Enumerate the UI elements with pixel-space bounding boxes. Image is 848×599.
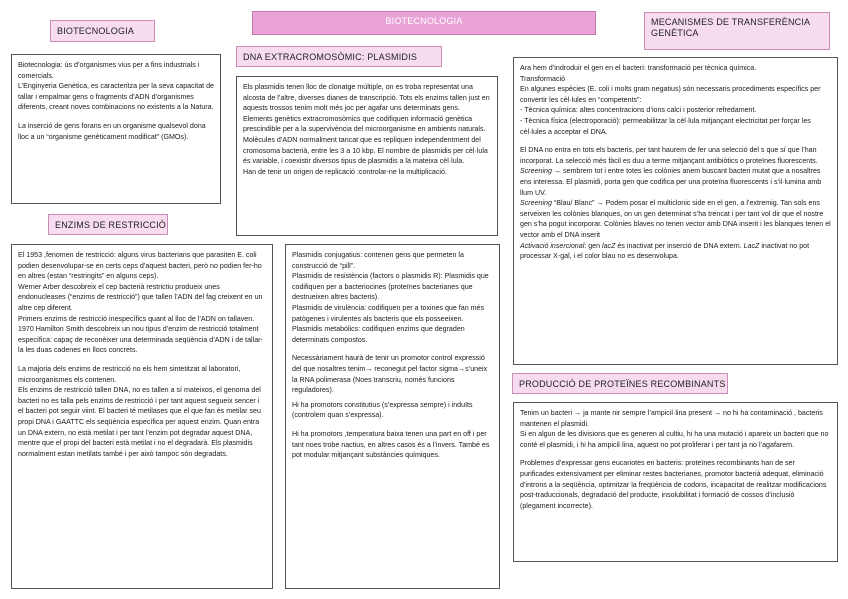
main-title: BIOTECNOLOGIA (252, 11, 596, 35)
produccio-title: PRODUCCIÓ DE PROTEÏNES RECOMBINANTS (512, 373, 728, 394)
mecanismes-title-text: MECANISMES DE TRANSFERÈNCIA GENÈTICA (651, 17, 810, 38)
ptypes-p7: Hi ha promotors ,temperatura baixa tenen una part en off i per tant noes trobe nactius, en altres casos és a l’invers. També es pot modular mitjançant substàncies químiques. (292, 429, 490, 460)
plasmidis-p2: Elements genètics extracromosòmics que codifiquen informació genètica prescindible per a la supervivència del microorganisme en ambients naturals. Molècules d’ADN normalment tancat que es repliquen independentment del cromosoma bacterià, entre les 3 a 10 kbp. El nombre de plasmidis per cèl·lula és variable, i coexistir diversos tipus de plasmidis a la mateixa cèl·lula. (243, 114, 488, 166)
mec-screening2 (520, 198, 831, 240)
enzims-title: ENZIMS DE RESTRICCIÓ (48, 214, 168, 235)
produccio-box (513, 402, 838, 562)
ptypes-p5: Necessàriament haurà de tenir un promotor control expressió del que nosaltres tenim→ reconegut pel factor sigma→s’uneix la RNA polimerasa (Noes transcriu, només funcions reguladores). (292, 354, 488, 395)
ptypes-p4: Plasmidis metabòlics: codifiquen enzims que degraden determinats compostos. (292, 325, 465, 344)
mec-p2: El DNA no entra en tots els bacteris, per tant haurem de fer una selecció del s que sí que l’han incorporat. La selecció més fàcil es duu a terme mitjançant antibiòtics o proteïnes fluorescents. (520, 146, 818, 165)
ptypes-p6: Hi ha promotors constitutius (s’expressa sempre) i induïts (controlem quan s’expressa). (292, 400, 473, 420)
mec-l5: - Tècnica física (electroporació): permeabilitzar la cèl·lula mitjançant electricitat per forçar les cèl·lules a acceptar el DNA. (520, 116, 811, 136)
biotecnologia-title: BIOTECNOLOGIA (50, 20, 155, 42)
plasmid-types-box (285, 244, 500, 589)
mecanismes-title (644, 12, 830, 50)
biotecnologia-box (11, 54, 221, 204)
activacio-text3: inactivat no pot processar X-gal, i el color blau no es desenvolupa. (520, 241, 810, 261)
prod-p3: Problemes d’expressar gens eucariotes en bacteris: proteïnes recombinants han de ser purificades extensivament per eliminar restes bacterianes, promotor bacterià adequat, eliminació d’introns a la seqüència, optimitzar la freqüència de codons, incapacitat de realitzar modificacions post-traduccionals, degradació del producte, insolubilitat i formació de cossos d’inclusió (plegament incorrecte). (520, 459, 827, 510)
plasmidis-box (236, 76, 498, 236)
mec-l3: En algunes espècies (E. coli i molts gram negatius) són necessaris procediments específics per convertir les cèl·lules en “competents”: (520, 85, 821, 104)
mec-l4: - Tècnica química: altes concentracions d’ions calci i posterior refredament. (520, 106, 757, 115)
enzims-p5: Els enzims de restricció tallen DNA, no es tallen a sí mateixos, el genoma del bacteri no es talla pels enzims de restricció i per tant aquest segueix sencer i el bacteri pot seguir viint. El bacteri té metilases que el que fan és metilar seu propi DNA i GAATTC els seqüència específica per aquest enzim. Quan entra un DNA extern, no està metilat i per tant l’enzim pot degradar aquest DNA, mentre que el propi del bacteri està metilat i no el degradarà. Els plasmidis normalment estan metilats també i per això tampoc són degradats. (18, 386, 261, 458)
lacz-gene-2: LacZ (743, 241, 760, 250)
mecanismes-box (513, 57, 838, 365)
ptypes-p2: Plasmidis de resistència (factors o plasmidis R): Plasmidis que codifiquen per a bacteriocines (proteïnes bacterianes que destrueixen altres bacteris). (292, 272, 489, 302)
enzims-p2: Werner Arber descobreix el cep bacterià restrictiu produeix unes endonucleases (“enzims de restricció”) que tallen l’ADN del fag creixent en un altre cep diferent. (18, 282, 263, 312)
mec-l1: Ara hem d’indroduir el gen en el bacteri: transformació per tècnica química. (520, 64, 757, 72)
mec-activacio (520, 241, 831, 262)
biotec-p2: L’Enginyeria Genètica, es caracteritza per la seva capacitat de tallar i empalmar gens o fragments d’ADN d’organismes diferents, creant noves combinacions no existents a la Natura. (18, 82, 214, 112)
activacio-text2: és inactivat per inserció de DNA extern. (615, 241, 744, 250)
ptypes-p3: Plasmidis de virulència: codifiquen per a toxines que fan més patògenes i virulentes als bacteris que els posseeixen. (292, 303, 485, 323)
activacio-text1: : gen (584, 241, 603, 250)
ptypes-p1: Plasmidis conjugatius: contenen gens que permeten la construcció de “pill”. (292, 251, 464, 270)
lacz-gene-1: lacZ (602, 241, 616, 250)
enzims-p4: La majoria dels enzims de restricció no els hem sintetitzat al laboratori, microorganismes els contenen. (18, 364, 241, 384)
screening1-label: Screening (520, 167, 552, 176)
mec-screening1 (520, 166, 831, 198)
enzims-box (11, 244, 273, 589)
prod-p1: Tenim un bacteri → ja mante nir sempre l’ampicil·lina present → no hi ha contaminació , bacteris mantenen el plasmidi. (520, 409, 823, 428)
activacio-label: Activació insercional (520, 241, 585, 250)
screening1-text: → sembrem tot i entre totes les colònies anem buscant bacteri mutat que a nosaltres ens interessa. El plasmidi, porta gen que codifica per una proteïna fluorescents i s’il·lumina amb llum UV. (520, 167, 822, 197)
screening2-label: Screening (520, 199, 552, 208)
prod-p2: Si en algun de les divisions que es generen al cultiu, hi ha una mutació i apareix un bacteri que no conté el plasmidi, i hi ha ampicil·lina, aquest no pot proliferar i per tant ja no l’agafarem. (520, 430, 829, 449)
enzims-p3: Primers enzims de restricció inespecífics quant al lloc de l’ADN on tallaven. 1970 Hamilton Smith descobreix un nou tipus d’enzim de restricció totalment específica: capaç de reconèixer una determinada seqüència d’ADN i de tallar-la les duas cadenes en llocs concrets. (18, 314, 263, 355)
enzims-p1: El 1953 ,fenomen de restricció: alguns virus bacterians que parasiten E. coli podien desenvolupar-se en certs ceps d’aquest bacteri, però no podien fer-ho en altres (estan “restringits” en alguns ceps). (18, 251, 262, 281)
mec-l2: Transformació (520, 74, 566, 83)
plasmidis-p1: Els plasmidis tenen lloc de clonatge múltiple, on es troba representat una alcosta de l’altre, diverses dianes de transcripció. Tots els enzims tallen just en aquests trossos tenim molt més joc per agafar uns determinats gens. (243, 83, 490, 113)
biotec-p3: La inserció de gens forans en un organisme qualsevol dona lloc a un “organisme genèticament modificat” (GMOs). (18, 121, 206, 141)
biotec-p1: Biotecnologia: ús d’organismes vius per a fins industrials i comercials. (18, 61, 200, 80)
dna-extracromosomic-title: DNA EXTRACROMOSÒMIC: PLASMIDIS (236, 46, 442, 67)
plasmidis-p3: Han de tenir un origen de replicació :controlar-ne la multiplicació. (243, 167, 447, 176)
screening2-text: “Blau/ Blanc” → Podem posar el multiclonic side en el gen, a l’extremig. Tan sols ens serveixen les colònies blanques, on un gen determinat s’ha trencat i per tant vol dir que el nostre gen s’ha pogut incorporar. Colònies blaves no tenen vector amb DNA inserit i les blanques tenen el vector amb el DNA inserit (520, 199, 831, 239)
